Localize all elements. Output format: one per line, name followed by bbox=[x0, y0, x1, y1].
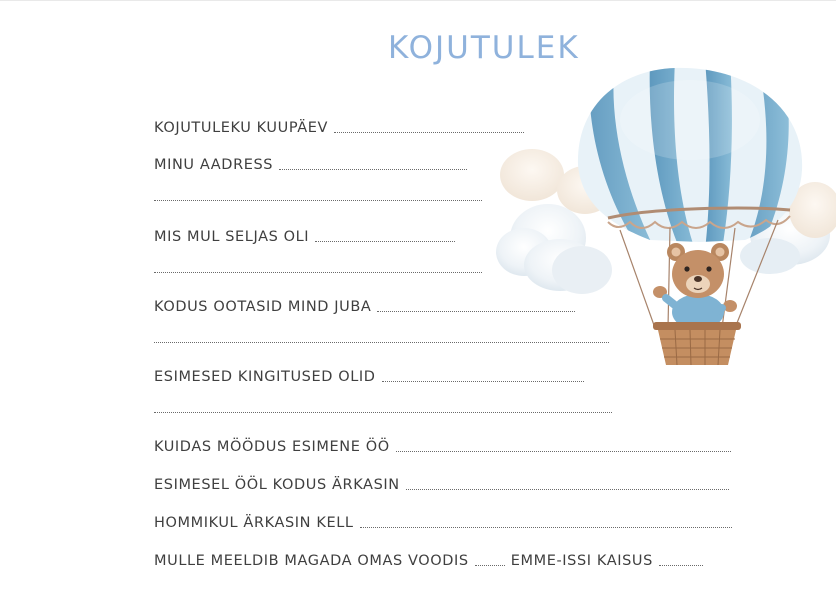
field-outfit bbox=[154, 226, 455, 246]
field-sleep-preference bbox=[154, 550, 703, 570]
fill-in-line bbox=[406, 488, 729, 490]
field-label: ESIMESED KINGITUSED OLID bbox=[154, 369, 376, 385]
fill-in-line-continued bbox=[154, 199, 482, 201]
fill-in-line bbox=[396, 450, 731, 452]
balloon-basket bbox=[653, 322, 741, 365]
field-morning-wake bbox=[154, 512, 732, 532]
fill-in-line-continued bbox=[154, 411, 612, 413]
field-first-night-wake bbox=[154, 474, 729, 494]
field-label: ESIMESEL ÖÖL KODUS ÄRKASIN bbox=[154, 477, 400, 493]
field-label: MINU AADRESS bbox=[154, 157, 274, 173]
field-label: KUIDAS MÖÖDUS ESIMENE ÖÖ bbox=[154, 439, 390, 455]
fill-in-line bbox=[659, 564, 703, 566]
field-address bbox=[154, 154, 467, 174]
page-title: KOJUTULEK bbox=[388, 30, 580, 66]
field-label: MULLE MEELDIB MAGADA OMAS VOODIS bbox=[154, 553, 469, 569]
field-label: KODUS OOTASID MIND JUBA bbox=[154, 299, 372, 315]
field-label: KOJUTULEKU KUUPÄEV bbox=[154, 120, 329, 136]
fill-in-line bbox=[360, 526, 732, 528]
fill-in-line bbox=[315, 240, 455, 242]
field-arrival-date bbox=[154, 117, 524, 137]
fill-in-line bbox=[279, 168, 467, 170]
fill-in-line bbox=[475, 564, 505, 566]
field-label: HOMMIKUL ÄRKASIN KELL bbox=[154, 515, 354, 531]
fill-in-line-continued bbox=[154, 271, 482, 273]
fill-in-line bbox=[382, 380, 584, 382]
balloon-envelope bbox=[570, 60, 810, 250]
teddy-bear bbox=[653, 243, 737, 330]
top-border bbox=[0, 0, 836, 1]
field-first-night bbox=[154, 436, 731, 456]
field-label: MIS MUL SELJAS OLI bbox=[154, 229, 310, 245]
teddy-bear-hot-air-balloon-illustration bbox=[490, 60, 836, 370]
field-label: EMME-ISSI KAISUS bbox=[510, 553, 653, 569]
